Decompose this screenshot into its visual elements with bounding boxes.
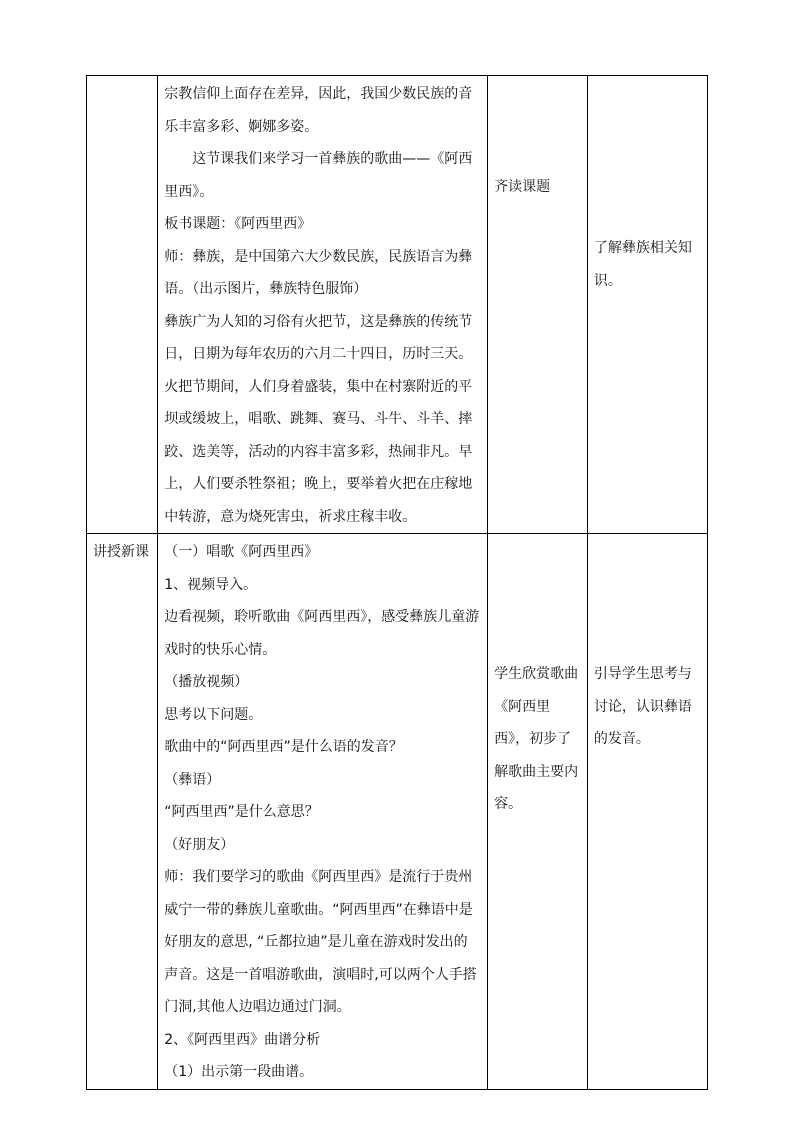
design-intent-text: 引导学生思考与讨论，认识彝语的发音。 (593, 666, 692, 747)
content-paragraph: 歌曲中的“阿西里西”是什么语的发音？ (164, 739, 403, 755)
table-row (87, 76, 708, 534)
content-paragraph: “阿西里西”是什么意思？ (164, 804, 319, 820)
stage-label: 讲授新课 (93, 544, 149, 560)
design-intent-cell (587, 534, 707, 1090)
student-activity-cell (488, 534, 588, 1090)
design-intent-cell (587, 76, 707, 534)
content-paragraph: 思考以下问题。 (164, 706, 263, 723)
lesson-plan-table (86, 75, 708, 1090)
content-paragraph: 师：我们要学习的歌曲《阿西里西》是流行于贵州威宁一带的彝族儿童歌曲。“阿西里西”在彝语中是好朋友的意思, “丘都拉迪”是儿童在游戏时发出的声音。这是一首唱游歌曲，演唱时,可以两个人手搭门洞,其他人边唱边通过门洞。 (164, 869, 477, 1015)
teaching-content-cell (158, 534, 488, 1090)
content-paragraph: （1）出示第一段曲谱。 (164, 1064, 314, 1080)
content-paragraph: 宗教信仰上面存在差异，因此，我国少数民族的音乐丰富多彩、婀娜多姿。 (164, 86, 473, 135)
table-row (87, 534, 708, 1090)
student-activity-text: 齐读课题 (494, 179, 551, 195)
student-activity-text: 学生欣赏歌曲《阿西里西》，初步了解歌曲主要内容。 (494, 666, 579, 812)
stage-cell (87, 76, 158, 534)
content-paragraph: 1、视频导入。 (164, 576, 258, 593)
content-paragraph: 火把节期间，人们身着盛装，集中在村寨附近的平坝或缓坡上，唱歌、跳舞、赛马、斗牛、斗羊、摔跤、选美等，活动的内容丰富多彩，热闹非凡。早上，人们要杀牲祭祖；晚上，要举着火把在庄稼地中转游，意为烧死害虫，祈求庄稼丰收。 (164, 378, 473, 525)
content-paragraph: 师：彝族，是中国第六大少数民族，民族语言为彝语。（出示图片，彝族特色服饰） (164, 248, 473, 297)
content-paragraph: 2、《阿西里西》曲谱分析 (164, 1031, 321, 1048)
content-paragraph: （好朋友） (164, 836, 235, 853)
stage-cell (87, 534, 158, 1090)
content-paragraph: （一）唱歌《阿西里西》 (164, 544, 319, 560)
content-paragraph: 彝族广为人知的习俗有火把节，这是彝族的传统节日，日期为每年农历的六月二十四日，历时三天。 (164, 313, 473, 362)
teaching-content-cell (158, 76, 488, 534)
design-intent-text: 了解彝族相关知识。 (593, 240, 692, 289)
content-paragraph: 这节课我们来学习一首彝族的歌曲——《阿西里西》。 (164, 151, 473, 200)
content-paragraph: （彝语） (164, 771, 221, 788)
content-paragraph: 板书课题：《阿西里西》 (164, 216, 312, 232)
content-paragraph: 边看视频，聆听歌曲《阿西里西》，感受彝族儿童游戏时的快乐心情。 (164, 609, 480, 658)
content-paragraph: （播放视频） (164, 674, 249, 690)
student-activity-cell (488, 76, 588, 534)
